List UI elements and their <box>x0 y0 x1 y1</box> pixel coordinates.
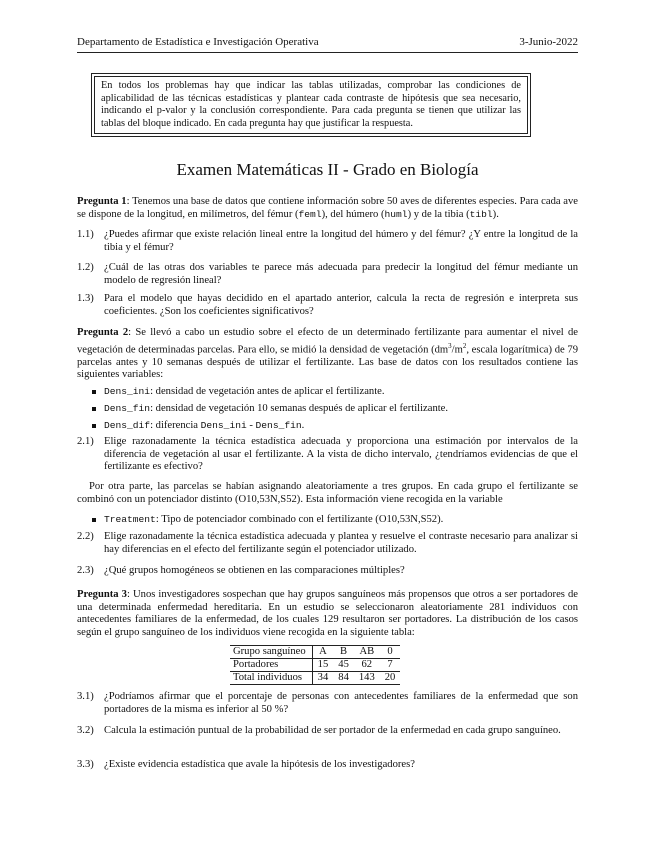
instructions-box <box>91 73 531 137</box>
item-2-2: 2.2) Elige razonadamente la técnica estadística adecuada y plantea y resuelve el contraste necesario para analizar si hay diferencias en el efecto del fertilizante según el potenciador utilizado. <box>77 531 578 555</box>
page-header <box>77 36 578 48</box>
table-header-row: Grupo sanguíneo A B AB 0 <box>230 646 400 659</box>
variable-treatment: Treatment: Tipo de potenciador combinado con el fertilizante (O10,53N,S52). <box>92 514 578 527</box>
item-1-3: 1.3) Para el modelo que hayas decidido en el apartado anterior, calcula la recta de regresión e interpreta sus coeficientes. ¿Son los coeficientes significativos? <box>77 293 578 317</box>
item-2-1: 2.1) Elige razonadamente la técnica estadística adecuada y proporciona una estimación por intervalos de la diferencia de vegetación al usar el fertilizante. A la vista de dicho intervalo, ¿tendríamos evidencias de que el fertilizante es efectivo? <box>77 436 578 473</box>
question-3-intro: Pregunta 3: Unos investigadores sospechan que hay grupos sanguíneos más propensos que otros a ser portadores de una determinada enfermedad hereditaria. En un estudio se seleccionaron aleatoriamente 281 individuos con antecedentes familiares de la enfermedad, de los cuales 129 resultaron ser portadores. La distribución de los casos según el grupo sanguíneo de los individuos viene recogida en la siguiente tabla: <box>77 589 578 638</box>
item-3-2: 3.2) Calcula la estimación puntual de la probabilidad de ser portador de la enfermedad en cada grupo sanguíneo. <box>77 725 561 736</box>
var-huml: huml <box>384 208 408 220</box>
table-row: Total individuos 34 84 143 20 <box>230 672 400 685</box>
blood-group-table <box>230 645 400 685</box>
question-2-paragraph: Por otra parte, las parcelas se habían asignando aleatoriamente a tres grupos. En cada grupo el fertilizante se combinó con un potenciador distinto (O10,53N,S52). Esta información viene recogida en la variable <box>77 481 578 505</box>
var-tibl: tibl <box>469 208 493 220</box>
question-1-label: Pregunta 1 <box>77 196 127 207</box>
item-3-3: 3.3) ¿Existe evidencia estadística que avale la hipótesis de los investigadores? <box>77 759 415 770</box>
variable-dens-ini: Dens_ini: densidad de vegetación antes de aplicar el fertilizante. <box>92 386 578 399</box>
exam-title: Examen Matemáticas II - Grado en Biología <box>176 160 479 179</box>
header-rule <box>77 52 578 53</box>
question-2-label: Pregunta 2 <box>77 327 129 338</box>
bullet-icon <box>92 390 96 394</box>
item-2-3: 2.3) ¿Qué grupos homogéneos se obtienen en las comparaciones múltiples? <box>77 565 405 576</box>
bullet-icon <box>92 518 96 522</box>
department-name: Departamento de Estadística e Investigación Operativa <box>77 36 319 48</box>
item-1-1: 1.1) ¿Puedes afirmar que existe relación lineal entre la longitud del húmero y del fémur? ¿Y entre la longitud de la tibia y el fémur? <box>77 229 578 253</box>
question-1-intro: Pregunta 1: Tenemos una base de datos que contiene información sobre 50 aves de diferentes especies. Para cada ave se dispone de la longitud, en milímetros, del fémur (feml), del húmero (huml) y de la tibia (tibl). <box>77 196 578 220</box>
bullet-icon <box>92 407 96 411</box>
question-3-label: Pregunta 3 <box>77 589 127 600</box>
variable-dens-fin: Dens_fin: densidad de vegetación 10 semanas después de aplicar el fertilizante. <box>92 403 578 416</box>
variable-dens-dif: Dens_dif: diferencia Dens_ini - Dens_fin. <box>92 420 578 433</box>
exam-date: 3-Junio-2022 <box>519 36 578 48</box>
table-row: Portadores 15 45 62 7 <box>230 659 400 672</box>
instructions-text: En todos los problemas hay que indicar las tablas utilizadas, comprobar las condiciones de aplicabilidad de las técnicas estadísticas y plantear cada contraste de hipótesis que sea necesario, indicando el p-valor y la conclusión correspondiente. Para cada pregunta se tienen que utilizar las tablas del bloque indicado. En cada pregunta hay que justificar la respuesta. <box>94 76 528 134</box>
bullet-icon <box>92 424 96 428</box>
item-3-1: 3.1) ¿Podríamos afirmar que el porcentaje de personas con antecedentes familiares de la enfermedad que son portadores de la misma es inferior al 50 %? <box>77 691 578 715</box>
question-2-intro: Pregunta 2: Se llevó a cabo un estudio sobre el efecto de un determinado fertilizante para aumentar el nivel de vegetación de determinadas parcelas. Para ello, se midió la densidad de vegetación ($dm^3/m^2$, escala logarítmica) de 79 parcelas antes y 10 semanas después de utilizar el fertilizante. Las base de datos con los resultados contiene las siguientes variables: <box>77 327 578 381</box>
var-feml: feml <box>298 208 322 220</box>
item-1-2: 1.2) ¿Cuál de las otras dos variables te parece más adecuada para predecir la longitud del fémur mediante un modelo de regresión lineal? <box>77 262 578 286</box>
